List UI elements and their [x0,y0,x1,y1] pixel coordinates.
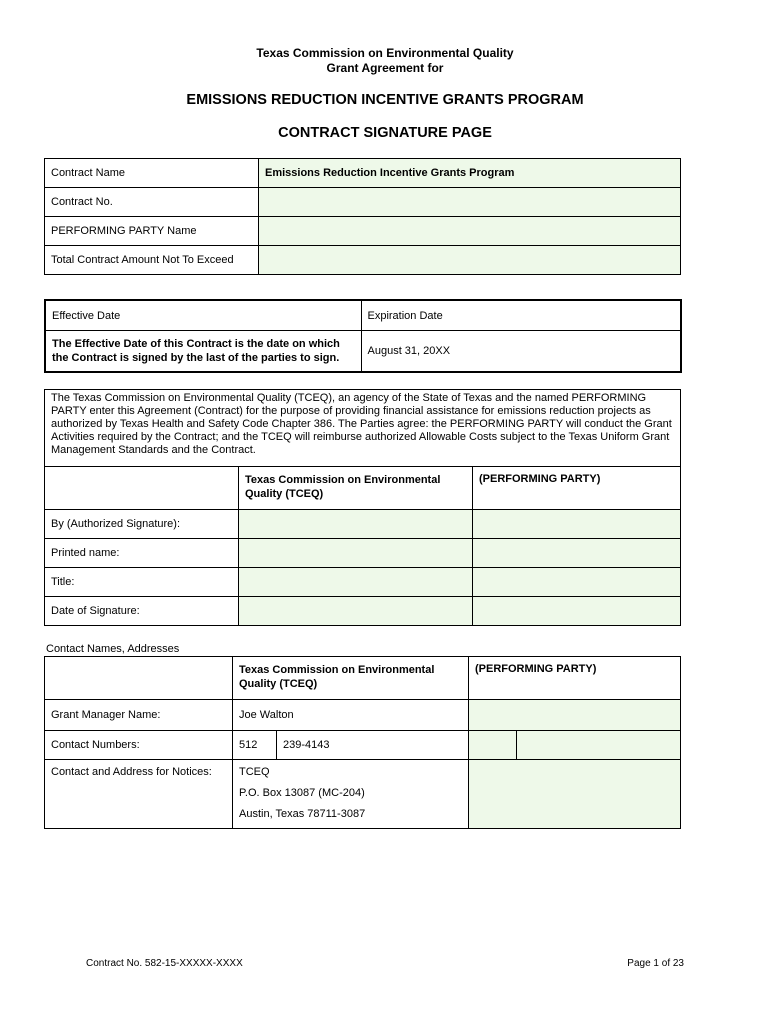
effective-date-note: The Effective Date of this Contract is the date on which the Contract is signed by the last of the parties to sign. [45,331,361,373]
tceq-date-field[interactable] [239,597,473,626]
party-manager-field[interactable] [469,700,681,731]
contacts-party-header: (PERFORMING PARTY) [469,657,681,700]
dates-table [44,299,682,373]
party-area-code-field[interactable] [469,731,517,760]
contract-amount-row [45,246,681,275]
notices-label: Contact and Address for Notices: [45,760,233,829]
notices-address [233,760,469,829]
page-title: CONTRACT SIGNATURE PAGE [278,125,492,141]
tceq-signature-field[interactable] [239,510,473,539]
tceq-printed-name-field[interactable] [239,539,473,568]
tceq-column-header: Texas Commission on Environmental Quality (TCEQ) [239,467,473,510]
grant-manager-value: Joe Walton [233,700,469,731]
signature-header-blank [45,467,239,510]
performing-party-row [45,217,681,246]
expiration-date-label: Expiration Date [361,300,681,331]
program-title: EMISSIONS REDUCTION INCENTIVE GRANTS PROGRAM [186,92,584,108]
party-date-field[interactable] [473,597,681,626]
contract-number-field[interactable] [259,188,681,217]
footer-page-number: Page 1 of 23 [627,958,684,969]
expiration-date-value: August 31, 20XX [361,331,681,373]
contract-number-label: Contract No. [45,188,259,217]
agreement-subtitle: Grant Agreement for [326,61,444,75]
grant-manager-label: Grant Manager Name: [45,700,233,731]
contacts-table [44,656,681,829]
address-line-1: TCEQ [239,766,270,778]
party-phone-field[interactable] [517,731,681,760]
contract-info-table [44,158,681,275]
agency-name: Texas Commission on Environmental Quality [256,46,514,60]
contacts-header-blank [45,657,233,700]
performing-party-field[interactable] [259,217,681,246]
contract-amount-field[interactable] [259,246,681,275]
agreement-intro: The Texas Commission on Environmental Quality (TCEQ), an agency of the State of Texas and the named PERFORMING PARTY enter this Agreement (Contract) for the purpose of providing financial assistance for emissions reduction projects as authorized by Texas Health and Safety Code Chapter 386. The Parties agree: the PERFORMING PARTY will conduct the Grant Activities required by the Contract; and the TCEQ will reimburse authorized Allowable Costs subject to the Texas Uniform Grant Management Standards and the Contract. [45,390,681,467]
signature-table [44,389,681,626]
effective-date-label: Effective Date [45,300,361,331]
contract-name-field[interactable]: Emissions Reduction Incentive Grants Program [259,159,681,188]
performing-party-label: PERFORMING PARTY Name [45,217,259,246]
contacts-section-label: Contact Names, Addresses [46,643,180,655]
phone-value: 239-4143 [277,731,469,760]
tceq-title-field[interactable] [239,568,473,597]
party-signature-field[interactable] [473,510,681,539]
address-line-3: Austin, Texas 78711-3087 [239,808,366,820]
signature-label: By (Authorized Signature): [45,510,239,539]
footer-contract-number: Contract No. 582-15-XXXXX-XXXX [86,958,243,969]
date-of-signature-label: Date of Signature: [45,597,239,626]
contract-number-row [45,188,681,217]
area-code-value: 512 [233,731,277,760]
contacts-tceq-header: Texas Commission on Environmental Quality (TCEQ) [233,657,469,700]
contact-numbers-label: Contact Numbers: [45,731,233,760]
party-column-header: (PERFORMING PARTY) [473,467,681,510]
contract-name-label: Contract Name [45,159,259,188]
party-title-field[interactable] [473,568,681,597]
address-line-2: P.O. Box 13087 (MC-204) [239,787,365,799]
party-notices-field[interactable] [469,760,681,829]
contract-name-row [45,159,681,188]
printed-name-label: Printed name: [45,539,239,568]
party-printed-name-field[interactable] [473,539,681,568]
contract-amount-label: Total Contract Amount Not To Exceed [45,246,259,275]
title-label: Title: [45,568,239,597]
